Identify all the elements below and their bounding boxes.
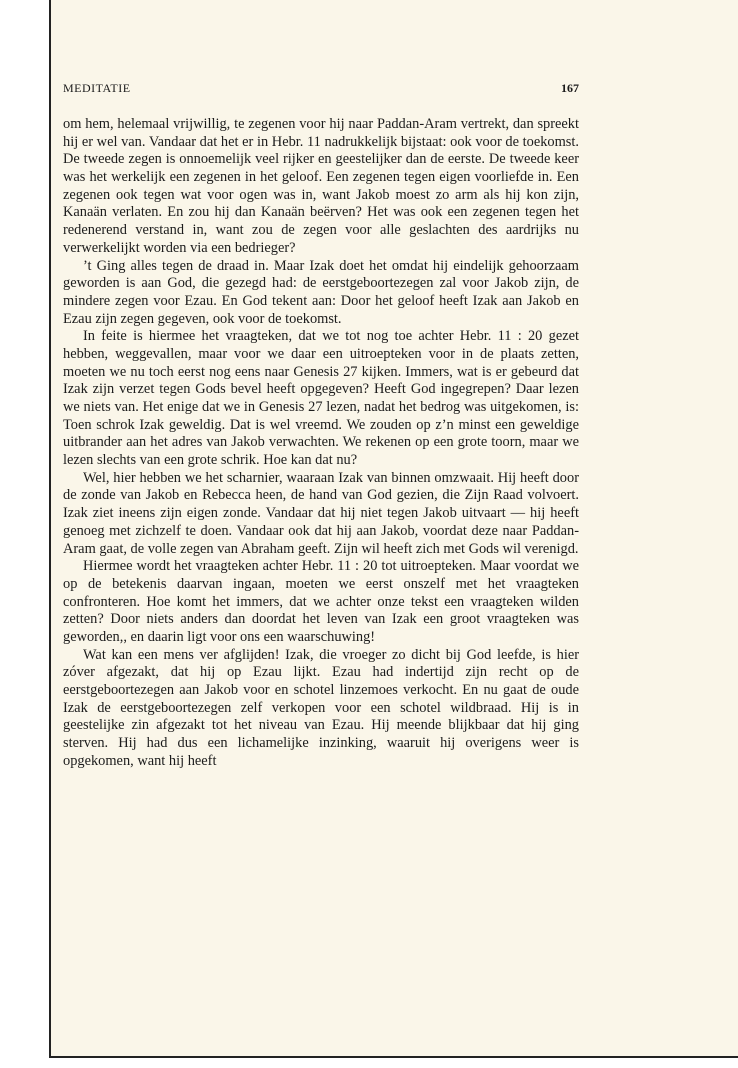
paragraph: In feite is hiermee het vraagteken, dat we tot nog toe achter Hebr. 11 : 20 gezet hebben, weggevallen, maar voor we daar een uitroepteken voor in de plaats zetten, moeten we nu toch eerst nog eens naar Genesis 27 kijken. Immers, wat is er gebeurd dat Izak zijn verzet tegen Gods bevel heeft opgegeven? Heeft God ingegrepen? Daar lezen we niets van. Het enige dat we in Genesis 27 lezen, nadat het bedrog was uitgekomen, is: Toen schrok Izak geweldig. Dat is wel vreemd. We zouden op z’n minst een geweldige uitbrander aan het adres van Jakob verwachten. We rekenen op een grote toorn, maar we lezen slechts van een grote schrik. Hoe kan dat nu? (63, 328, 579, 469)
body-text (63, 116, 579, 770)
paragraph: Wel, hier hebben we het scharnier, waaraan Izak van binnen omzwaait. Hij heeft door de zonde van Jakob en Rebecca heen, de hand van God gezien, die Zijn Raad volvoert. Izak ziet ineens zijn eigen zonde. Vandaar dat hij niet tegen Jakob uitvaart — hij heeft genoeg met zichzelf te doen. Vandaar ook dat hij aan Jakob, voordat deze naar Paddan-Aram gaat, de volle zegen van Abraham geeft. Zijn wil heeft zich met Gods wil verenigd. (63, 469, 579, 557)
page-number: 167 (561, 81, 579, 95)
paragraph: ’t Ging alles tegen de draad in. Maar Izak doet het omdat hij eindelijk gehoorzaam geworden is aan God, die gezegd had: de eerstgeboortezegen zal voor Jakob zijn, de mindere zegen voor Ezau. En God tekent aan: Door het geloof heeft Izak aan Jakob en Ezau zijn zegen gegeven, ook voor de toekomst. (63, 257, 579, 327)
section-title: MEDITATIE (63, 81, 131, 95)
book-page (49, 0, 738, 1058)
paragraph: om hem, helemaal vrijwillig, te zegenen voor hij naar Paddan-Aram vertrekt, dan spreekt hij er wel van. Vandaar dat het er in Hebr. 11 nadrukkelijk bijstaat: ook voor de toekomst. De tweede zegen is onnoemelijk veel rijker en geestelijker dan de eerste. De tweede keer was het werkelijk een zegenen in het geloof. Een zegenen tegen eigen voorliefde in. Een zegenen ook tegen wat voor ogen was in, want Jakob moest zo arm als hij kon zijn, Kanaän verlaten. En zou hij dan Kanaän beërven? Het was ook een zegenen tegen het redenerend verstand in, want zou de zegen voor alle geslachten des aardrijks nu verwerkelijkt worden via een bedrieger? (63, 116, 579, 256)
paragraph: Hiermee wordt het vraagteken achter Hebr. 11 : 20 tot uitroepteken. Maar voordat we op de betekenis daarvan ingaan, moeten we eerst onszelf met het vraagteken confronteren. Hoe komt het immers, dat we achter onze tekst een vraagteken wilden zetten? Door niets anders dan doordat het leven van Izak een groot vraagteken was geworden,, en daarin ligt voor ons een waarschuwing! (63, 558, 579, 645)
paragraph: Wat kan een mens ver afglijden! Izak, die vroeger zo dicht bij God leefde, is hier zóver afgezakt, dat hij op Ezau lijkt. Ezau had indertijd zijn recht op de eerstgeboortezegen aan Jakob voor en schotel linzemoes verkocht. En nu gaat de oude Izak de eerstgeboortezegen zelf verkopen voor een schotel wildbraad. Hij is in geestelijke zin afgezakt tot het niveau van Ezau. Hij meende blijkbaar dat hij ging sterven. Hij had dus een lichamelijke inzinking, waaruit hij overigens weer is opgekomen, want hij heeft (63, 646, 579, 769)
